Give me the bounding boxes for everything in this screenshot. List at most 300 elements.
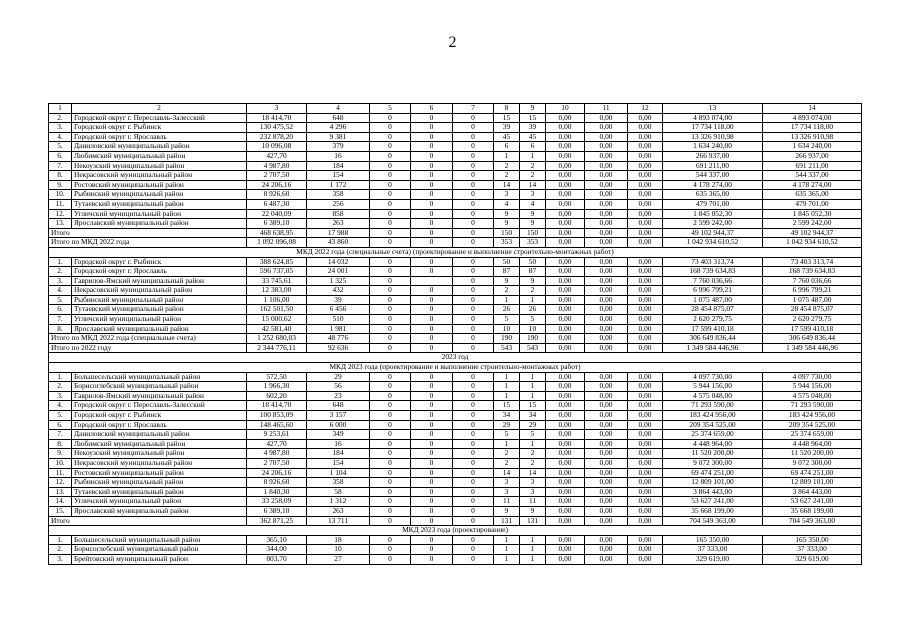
value-cell: 0 xyxy=(453,497,494,507)
column-header: 4 xyxy=(307,104,370,114)
district-name-cell: Некрасовский муниципальный район xyxy=(72,286,247,296)
value-cell: 263 xyxy=(307,506,370,516)
section-heading: МКД 2023 года (проектирование и выполнение строительно-монтажных работ) xyxy=(49,363,862,373)
value-cell: 0 xyxy=(370,180,411,190)
value-cell: 0,00 xyxy=(585,468,628,478)
value-cell: 329 619,00 xyxy=(763,554,862,564)
value-cell: 0 xyxy=(411,420,453,430)
value-cell: 0 xyxy=(453,458,494,468)
value-cell: 0 xyxy=(411,315,453,325)
total-value-cell: 353 xyxy=(494,238,520,248)
district-name-cell: Городской округ г. Рыбинск xyxy=(72,123,247,133)
value-cell: 0 xyxy=(453,295,494,305)
row-number-cell: 15. xyxy=(49,506,72,516)
value-cell: 24 001 xyxy=(307,267,370,277)
value-cell: 10 xyxy=(520,324,546,334)
value-cell: 0,00 xyxy=(628,151,663,161)
value-cell: 2 xyxy=(494,286,520,296)
value-cell: 1 845 052,30 xyxy=(763,209,862,219)
row-number-cell: 6. xyxy=(49,420,72,430)
total-value-cell: 1 252 680,03 xyxy=(247,334,307,344)
value-cell: 15 xyxy=(520,113,546,123)
value-cell: 0 xyxy=(411,535,453,545)
value-cell: 9 xyxy=(520,276,546,286)
value-cell: 87 xyxy=(520,267,546,277)
value-cell: 648 xyxy=(307,113,370,123)
value-cell: 0 xyxy=(453,190,494,200)
value-cell: 0,00 xyxy=(628,420,663,430)
row-number-cell: 3. xyxy=(49,554,72,564)
value-cell: 1 325 xyxy=(307,276,370,286)
column-header: 6 xyxy=(411,104,453,114)
total-value-cell: 0 xyxy=(453,343,494,353)
value-cell: 39 xyxy=(520,123,546,133)
value-cell: 73 403 313,74 xyxy=(663,257,763,267)
value-cell: 4 097 730,00 xyxy=(663,372,763,382)
table-row xyxy=(49,458,862,468)
value-cell: 4 097 730,00 xyxy=(763,372,862,382)
row-number-cell: 5. xyxy=(49,295,72,305)
value-cell: 184 xyxy=(307,161,370,171)
total-value-cell: 704 549 363,00 xyxy=(763,516,862,526)
total-label-cell: Итого xyxy=(49,228,247,238)
district-name-cell: Тутаевский муниципальный район xyxy=(72,487,247,497)
value-cell: 0,00 xyxy=(628,554,663,564)
value-cell: 544 337,00 xyxy=(763,171,862,181)
value-cell: 6 xyxy=(520,142,546,152)
row-number-cell: 4. xyxy=(49,286,72,296)
value-cell: 572,50 xyxy=(247,372,307,382)
value-cell: 183 424 956,00 xyxy=(763,411,862,421)
value-cell: 0,00 xyxy=(628,382,663,392)
value-cell: 0 xyxy=(370,468,411,478)
value-cell: 4 178 274,00 xyxy=(763,180,862,190)
column-header: 10 xyxy=(546,104,585,114)
value-cell: 3 xyxy=(494,487,520,497)
row-number-cell: 11. xyxy=(49,199,72,209)
value-cell: 6 996 799,21 xyxy=(763,286,862,296)
value-cell: 2 620 279,75 xyxy=(663,315,763,325)
value-cell: 0 xyxy=(370,487,411,497)
value-cell: 1 xyxy=(520,372,546,382)
table-row xyxy=(49,487,862,497)
value-cell: 17 734 118,00 xyxy=(763,123,862,133)
value-cell: 0,00 xyxy=(628,305,663,315)
value-cell: 4 448 964,00 xyxy=(763,439,862,449)
value-cell: 349 xyxy=(307,430,370,440)
table-row xyxy=(49,209,862,219)
value-cell: 0,00 xyxy=(546,545,585,555)
value-cell: 0 xyxy=(411,478,453,488)
value-cell: 365,10 xyxy=(247,535,307,545)
value-cell: 0,00 xyxy=(628,545,663,555)
value-cell: 69 474 251,00 xyxy=(763,468,862,478)
total-value-cell: 43 860 xyxy=(307,238,370,248)
value-cell: 0 xyxy=(370,171,411,181)
total-value-cell: 131 xyxy=(494,516,520,526)
value-cell: 34 xyxy=(520,411,546,421)
value-cell: 0,00 xyxy=(628,286,663,296)
value-cell: 0 xyxy=(370,151,411,161)
table-row xyxy=(49,286,862,296)
value-cell: 165 350,00 xyxy=(763,535,862,545)
section-heading-row xyxy=(49,363,862,373)
value-cell: 0,00 xyxy=(585,142,628,152)
value-cell: 427,70 xyxy=(247,439,307,449)
value-cell: 0 xyxy=(411,286,453,296)
value-cell: 0 xyxy=(411,257,453,267)
total-value-cell: 0,00 xyxy=(585,238,628,248)
value-cell: 168 739 634,83 xyxy=(763,267,862,277)
value-cell: 0 xyxy=(453,487,494,497)
value-cell: 0,00 xyxy=(585,449,628,459)
row-number-cell: 13. xyxy=(49,487,72,497)
value-cell: 6 996 799,21 xyxy=(663,286,763,296)
value-cell: 0,00 xyxy=(546,391,585,401)
value-cell: 263 xyxy=(307,219,370,229)
district-name-cell: Некоузский муниципальный район xyxy=(72,161,247,171)
table-row xyxy=(49,123,862,133)
district-name-cell: Даниловский муниципальный район xyxy=(72,142,247,152)
district-name-cell: Большесельский муниципальный район xyxy=(72,372,247,382)
value-cell: 33 745,61 xyxy=(247,276,307,286)
value-cell: 4 xyxy=(520,199,546,209)
value-cell: 5 944 156,00 xyxy=(763,382,862,392)
row-number-cell: 2. xyxy=(49,267,72,277)
value-cell: 0,00 xyxy=(585,180,628,190)
value-cell: 9 072 300,00 xyxy=(763,458,862,468)
value-cell: 2 599 242,00 xyxy=(763,219,862,229)
row-number-cell: 9. xyxy=(49,449,72,459)
value-cell: 0 xyxy=(411,468,453,478)
row-number-cell: 1. xyxy=(49,257,72,267)
total-value-cell: 704 549 363,00 xyxy=(663,516,763,526)
value-cell: 10 xyxy=(494,324,520,334)
value-cell: 0,00 xyxy=(546,497,585,507)
value-cell: 0 xyxy=(411,401,453,411)
value-cell: 0 xyxy=(411,487,453,497)
value-cell: 0 xyxy=(411,295,453,305)
district-name-cell: Городской округ г. Ярославль xyxy=(72,420,247,430)
row-number-cell: 8. xyxy=(49,439,72,449)
table-row xyxy=(49,171,862,181)
value-cell: 0,00 xyxy=(585,430,628,440)
value-cell: 0 xyxy=(411,123,453,133)
value-cell: 23 xyxy=(307,391,370,401)
value-cell: 58 xyxy=(307,487,370,497)
column-header: 5 xyxy=(370,104,411,114)
value-cell: 71 293 590,00 xyxy=(663,401,763,411)
district-name-cell: Городской округ г. Ярославль xyxy=(72,267,247,277)
value-cell: 0,00 xyxy=(546,161,585,171)
value-cell: 2 xyxy=(520,449,546,459)
value-cell: 0 xyxy=(453,267,494,277)
total-value-cell: 0,00 xyxy=(585,516,628,526)
value-cell: 0,00 xyxy=(546,468,585,478)
value-cell: 0 xyxy=(453,315,494,325)
table-row xyxy=(49,315,862,325)
row-number-cell: 3. xyxy=(49,391,72,401)
value-cell: 26 xyxy=(520,305,546,315)
value-cell: 0,00 xyxy=(585,411,628,421)
total-value-cell: 0,00 xyxy=(546,228,585,238)
value-cell: 635 365,00 xyxy=(663,190,763,200)
value-cell: 154 xyxy=(307,458,370,468)
value-cell: 13 326 910,98 xyxy=(763,132,862,142)
value-cell: 28 454 875,07 xyxy=(763,305,862,315)
table-row xyxy=(49,478,862,488)
value-cell: 0 xyxy=(370,411,411,421)
value-cell: 0,00 xyxy=(585,257,628,267)
value-cell: 18 xyxy=(307,535,370,545)
value-cell: 432 xyxy=(307,286,370,296)
value-cell: 0,00 xyxy=(585,324,628,334)
total-value-cell: 0 xyxy=(411,334,453,344)
district-name-cell: Городской округ г. Рыбинск xyxy=(72,411,247,421)
value-cell: 1 981 xyxy=(307,324,370,334)
value-cell: 7 760 036,66 xyxy=(763,276,862,286)
total-row xyxy=(49,516,862,526)
value-cell: 2 xyxy=(494,161,520,171)
value-cell: 1 xyxy=(520,382,546,392)
value-cell: 0 xyxy=(370,420,411,430)
row-number-cell: 6. xyxy=(49,305,72,315)
value-cell: 1 075 487,00 xyxy=(763,295,862,305)
value-cell: 0,00 xyxy=(628,161,663,171)
row-number-cell: 2. xyxy=(49,382,72,392)
value-cell: 9 xyxy=(494,276,520,286)
value-cell: 1 634 240,00 xyxy=(763,142,862,152)
total-value-cell: 150 xyxy=(494,228,520,238)
value-cell: 0 xyxy=(453,382,494,392)
district-name-cell: Некрасовский муниципальный район xyxy=(72,171,247,181)
value-cell: 0,00 xyxy=(585,315,628,325)
value-cell: 0 xyxy=(411,209,453,219)
row-number-cell: 8. xyxy=(49,324,72,334)
value-cell: 1 xyxy=(520,535,546,545)
value-cell: 9 072 300,00 xyxy=(663,458,763,468)
value-cell: 0,00 xyxy=(546,171,585,181)
value-cell: 28 454 875,07 xyxy=(663,305,763,315)
value-cell: 0,00 xyxy=(546,487,585,497)
total-value-cell: 190 xyxy=(520,334,546,344)
value-cell: 0 xyxy=(453,199,494,209)
value-cell: 1 xyxy=(494,545,520,555)
value-cell: 14 xyxy=(494,468,520,478)
value-cell: 3 xyxy=(520,487,546,497)
total-value-cell: 543 xyxy=(494,343,520,353)
district-name-cell: Некоузский муниципальный район xyxy=(72,449,247,459)
value-cell: 0,00 xyxy=(546,219,585,229)
value-cell: 0 xyxy=(370,199,411,209)
value-cell: 0 xyxy=(370,295,411,305)
total-value-cell: 0,00 xyxy=(628,334,663,344)
row-number-cell: 10. xyxy=(49,190,72,200)
value-cell: 2 707,50 xyxy=(247,458,307,468)
value-cell: 266 937,00 xyxy=(763,151,862,161)
district-name-cell: Городской округ г. Переславль-Залесский xyxy=(72,401,247,411)
value-cell: 0 xyxy=(453,411,494,421)
value-cell: 15 xyxy=(494,401,520,411)
value-cell: 3 864 443,00 xyxy=(763,487,862,497)
value-cell: 34 xyxy=(494,411,520,421)
value-cell: 0 xyxy=(411,411,453,421)
value-cell: 0,00 xyxy=(546,535,585,545)
column-header: 1 xyxy=(49,104,72,114)
row-number-cell: 7. xyxy=(49,315,72,325)
value-cell: 0,00 xyxy=(585,209,628,219)
table-row xyxy=(49,439,862,449)
value-cell: 0,00 xyxy=(546,209,585,219)
value-cell: 87 xyxy=(494,267,520,277)
total-value-cell: 49 102 944,37 xyxy=(663,228,763,238)
value-cell: 154 xyxy=(307,171,370,181)
value-cell: 14 xyxy=(520,180,546,190)
value-cell: 0 xyxy=(453,372,494,382)
value-cell: 0,00 xyxy=(546,315,585,325)
value-cell: 3 xyxy=(520,190,546,200)
value-cell: 0,00 xyxy=(546,286,585,296)
value-cell: 0,00 xyxy=(628,219,663,229)
value-cell: 0 xyxy=(411,190,453,200)
value-cell: 0,00 xyxy=(585,123,628,133)
value-cell: 0 xyxy=(453,468,494,478)
total-value-cell: 150 xyxy=(520,228,546,238)
value-cell: 0 xyxy=(411,430,453,440)
value-cell: 0 xyxy=(453,430,494,440)
value-cell: 1 xyxy=(494,382,520,392)
value-cell: 6 389,10 xyxy=(247,506,307,516)
value-cell: 2 xyxy=(494,458,520,468)
value-cell: 0 xyxy=(370,506,411,516)
value-cell: 266 937,00 xyxy=(663,151,763,161)
value-cell: 3 xyxy=(494,478,520,488)
value-cell: 0,00 xyxy=(546,554,585,564)
total-value-cell: 0,00 xyxy=(628,228,663,238)
value-cell: 50 xyxy=(520,257,546,267)
value-cell: 9 xyxy=(520,209,546,219)
total-value-cell: 362 871,25 xyxy=(247,516,307,526)
section-heading-row xyxy=(49,353,862,363)
total-value-cell: 0,00 xyxy=(546,343,585,353)
total-value-cell: 0 xyxy=(370,343,411,353)
value-cell: 0 xyxy=(370,439,411,449)
value-cell: 0,00 xyxy=(628,458,663,468)
total-row xyxy=(49,228,862,238)
value-cell: 0 xyxy=(370,458,411,468)
district-name-cell: Даниловский муниципальный район xyxy=(72,430,247,440)
value-cell: 1 966,30 xyxy=(247,382,307,392)
value-cell: 6 487,30 xyxy=(247,199,307,209)
value-cell: 15 000,62 xyxy=(247,315,307,325)
value-cell: 0 xyxy=(370,123,411,133)
value-cell: 0,00 xyxy=(546,411,585,421)
column-header-row xyxy=(49,104,862,114)
district-name-cell: Брейтовский муниципальный район xyxy=(72,554,247,564)
district-name-cell: Ростовский муниципальный район xyxy=(72,468,247,478)
value-cell: 0,00 xyxy=(546,449,585,459)
row-number-cell: 11. xyxy=(49,468,72,478)
row-number-cell: 1. xyxy=(49,535,72,545)
value-cell: 0 xyxy=(370,286,411,296)
value-cell: 1 172 xyxy=(307,180,370,190)
value-cell: 0,00 xyxy=(628,478,663,488)
total-value-cell: 131 xyxy=(520,516,546,526)
value-cell: 0,00 xyxy=(628,142,663,152)
total-value-cell: 0 xyxy=(453,516,494,526)
value-cell: 0,00 xyxy=(628,199,663,209)
value-cell: 130 475,52 xyxy=(247,123,307,133)
district-name-cell: Городской округ г. Ярославль xyxy=(72,132,247,142)
value-cell: 2 599 242,00 xyxy=(663,219,763,229)
value-cell: 0 xyxy=(370,219,411,229)
district-name-cell: Рыбинский муниципальный район xyxy=(72,478,247,488)
column-header: 14 xyxy=(763,104,862,114)
value-cell: 344,00 xyxy=(247,545,307,555)
value-cell: 0 xyxy=(453,324,494,334)
value-cell: 3 xyxy=(494,190,520,200)
value-cell: 0 xyxy=(411,199,453,209)
value-cell: 329 619,00 xyxy=(663,554,763,564)
table-row xyxy=(49,276,862,286)
value-cell: 0,00 xyxy=(628,295,663,305)
total-value-cell: 48 776 xyxy=(307,334,370,344)
value-cell: 39 xyxy=(494,123,520,133)
value-cell: 25 374 659,00 xyxy=(663,430,763,440)
value-cell: 0 xyxy=(411,382,453,392)
value-cell: 0 xyxy=(370,257,411,267)
value-cell: 42 581,40 xyxy=(247,324,307,334)
value-cell: 256 xyxy=(307,199,370,209)
value-cell: 0 xyxy=(411,161,453,171)
value-cell: 0 xyxy=(370,305,411,315)
value-cell: 0 xyxy=(453,161,494,171)
value-cell: 0,00 xyxy=(546,123,585,133)
value-cell: 0,00 xyxy=(585,401,628,411)
value-cell: 0 xyxy=(411,171,453,181)
value-cell: 0,00 xyxy=(628,113,663,123)
section-heading: МКД 2023 года (проектирование) xyxy=(49,526,862,536)
district-name-cell: Городской округ г. Рыбинск xyxy=(72,257,247,267)
value-cell: 5 944 156,00 xyxy=(663,382,763,392)
value-cell: 184 xyxy=(307,449,370,459)
value-cell: 0 xyxy=(453,219,494,229)
value-cell: 1 xyxy=(520,439,546,449)
value-cell: 0 xyxy=(453,123,494,133)
total-value-cell: 0,00 xyxy=(546,334,585,344)
value-cell: 1 840,30 xyxy=(247,487,307,497)
section-heading-row xyxy=(49,526,862,536)
total-value-cell: 1 042 934 610,52 xyxy=(763,238,862,248)
value-cell: 0,00 xyxy=(546,372,585,382)
value-cell: 0,00 xyxy=(585,545,628,555)
value-cell: 29 xyxy=(307,372,370,382)
row-number-cell: 3. xyxy=(49,123,72,133)
value-cell: 0,00 xyxy=(585,113,628,123)
value-cell: 0,00 xyxy=(546,430,585,440)
data-table xyxy=(48,103,862,565)
district-name-cell: Любимский муниципальный район xyxy=(72,439,247,449)
value-cell: 648 xyxy=(307,401,370,411)
value-cell: 691 211,00 xyxy=(663,161,763,171)
column-header: 7 xyxy=(453,104,494,114)
total-value-cell: 0 xyxy=(453,228,494,238)
table-row xyxy=(49,420,862,430)
value-cell: 0,00 xyxy=(628,372,663,382)
value-cell: 11 xyxy=(520,497,546,507)
value-cell: 479 701,00 xyxy=(763,199,862,209)
value-cell: 0,00 xyxy=(628,132,663,142)
